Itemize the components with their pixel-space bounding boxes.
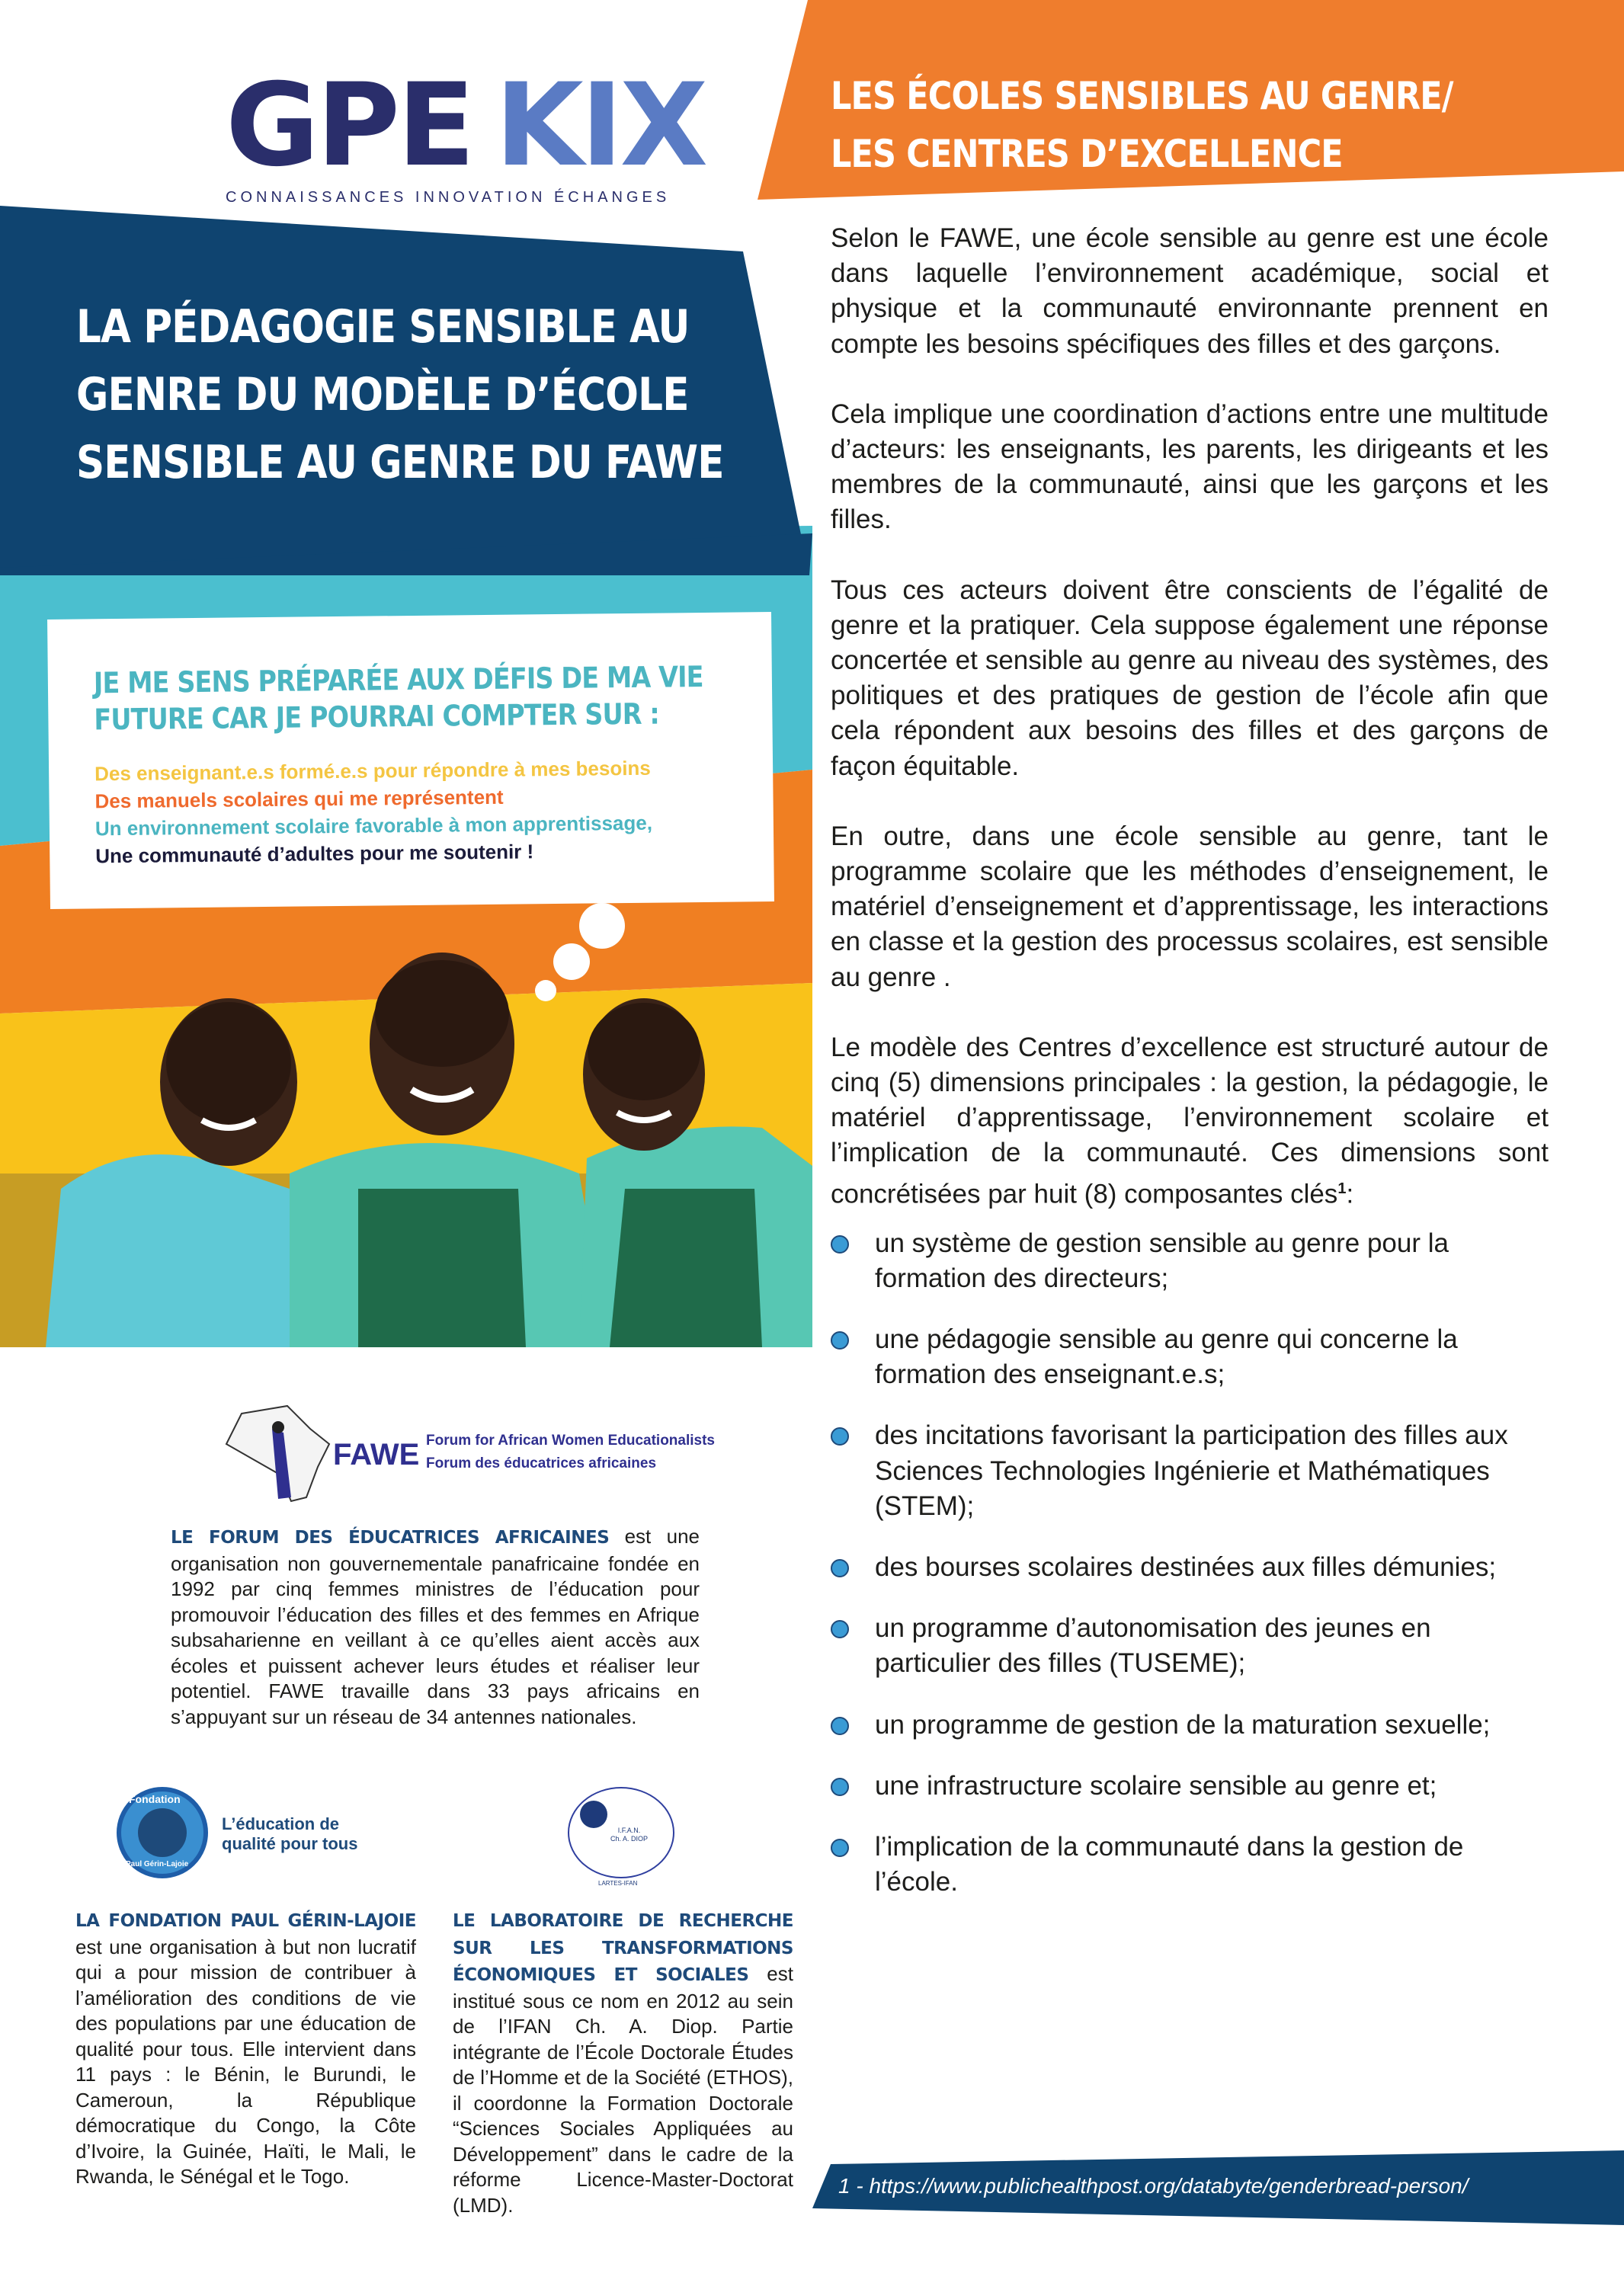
fpgl-body: est une organisation à but non lucratif qui a pour mission de contribuer à l’amélioration des conditions de vie des populations par une éducation de qualité pour tous. Elle intervient dans 11 pays : le Bénin, le Burundi, le Cameroun, la République démocratique du Congo, la Côte d’Ivoire, la Guinée, Haïti, le Mali, le Rwanda, le Sénégal et le Togo.: [75, 1935, 416, 2188]
bubble-heading-line: JE ME SENS PRÉPARÉE AUX DÉFIS DE MA VIE: [93, 659, 703, 700]
paragraph: Cela implique une coordination d’actions entre une multitude d’acteurs: les enseignants, les parents, les dirigeants et les membres de la communauté, ainsi que les garçons et les filles.: [831, 399, 1549, 535]
bubble-item: Un environnement scolaire favorable à mon apprentissage,: [94, 811, 653, 841]
bullet-icon: [831, 1839, 849, 1857]
children-faces-icon: [138, 1808, 187, 1857]
logo-gpe: GPE: [226, 59, 472, 192]
bullet-icon: [831, 1427, 849, 1446]
bubble-heading: [94, 658, 704, 738]
lartes-logo: [568, 1787, 678, 1890]
africa-map-icon: [219, 1398, 341, 1505]
list-item: [831, 1708, 1549, 1743]
fpgl-slogan: [222, 1814, 357, 1854]
paragraph: Tous ces acteurs doivent être conscients de l’égalité de genre et la pratiquer. Cela suppose également une réponse concertée et sensible au genre au niveau des systèmes, des politiques et des pratiques de gestion de l’école afin que cela répondent aux besoins des filles et des garçons de façon équitable.: [831, 575, 1549, 781]
list-item: [831, 1322, 1549, 1392]
ifan-text: [610, 1827, 648, 1843]
lartes-emblem: [568, 1787, 674, 1878]
fpgl-slogan-line: qualité pour tous: [222, 1834, 358, 1853]
list-item: [831, 1550, 1549, 1585]
fawe-description: [171, 1524, 700, 1730]
bullet-icon: [831, 1620, 849, 1638]
logo-tagline: CONNAISSANCES INNOVATION ÉCHANGES: [226, 189, 671, 206]
list-item: [831, 1418, 1549, 1524]
fpgl-description: [75, 1907, 416, 2190]
fawe-wordmark: FAWE: [333, 1438, 420, 1471]
bullet-icon: [831, 1559, 849, 1577]
bullet-icon: [831, 1717, 849, 1735]
fpgl-ring-bottom: Paul Gérin-Lajoie: [126, 1860, 189, 1868]
paragraph-colon: :: [1346, 1179, 1354, 1209]
lartes-description: [453, 1907, 793, 2218]
section-heading-line: LES CENTRES D’EXCELLENCE: [831, 132, 1343, 176]
paragraph-text: Le modèle des Centres d’excellence est structuré autour de cinq (5) dimensions principales : la gestion, la pédagogie, le matériel d’apprentissage, l’environnement scolaire et l’implication de la communauté. Ces dimensions sont concrétisées par huit (8) composantes clés: [831, 1032, 1549, 1209]
lartes-caption: LARTES-IFAN: [598, 1880, 638, 1887]
list-item: [831, 1611, 1549, 1681]
fpgl-ring-top: Fondation: [129, 1793, 181, 1805]
list-item-text: une infrastructure scolaire sensible au genre et;: [875, 1770, 1437, 1801]
fawe-name-en: Forum for African Women Educationalists: [426, 1433, 715, 1449]
section-heading-line: LES ÉCOLES SENSIBLES AU GENRE/: [831, 74, 1453, 118]
list-item-text: une pédagogie sensible au genre qui concerne la formation des enseignant.e.s;: [875, 1324, 1458, 1390]
thought-bubble: [47, 612, 774, 909]
bullet-icon: [831, 1778, 849, 1796]
logo-kix: KIX: [495, 59, 706, 192]
fawe-name-fr: Forum des éducatrices africaines: [426, 1455, 657, 1471]
fawe-body: est une organisation non gouvernementale panafricaine fondée en 1992 par cinq femmes ministres de l’éducation pour promouvoir l’éducation des filles et des femmes en Afrique subsaharienne en veillant à ce qu’elles aient accès aux écoles et puissent achever leurs études et réaliser leur potentiel. FAWE travaille dans 33 pays africains en s’appuyant sur un réseau de 34 antennes nationales.: [171, 1525, 700, 1728]
bubble-item: Des manuels scolaires qui me représentent: [94, 785, 504, 813]
list-item-text: un programme d’autonomisation des jeunes en particulier des filles (TUSEME);: [875, 1613, 1431, 1679]
list-item-text: un programme de gestion de la maturation sexuelle;: [875, 1709, 1491, 1740]
footnote-link[interactable]: 1 - https://www.publichealthpost.org/databyte/genderbread-person/: [838, 2174, 1469, 2198]
list-item-text: l’implication de la communauté dans la gestion de l’école.: [875, 1831, 1464, 1897]
fpgl-emblem: [117, 1787, 208, 1878]
page-title-line: SENSIBLE AU GENRE DU FAWE: [76, 436, 724, 489]
paragraph: [831, 1030, 1549, 1212]
bubble-dot: [535, 980, 556, 1001]
fpgl-logo: [117, 1787, 391, 1882]
bubble-dot: [553, 943, 590, 980]
components-list: [831, 1226, 1549, 1900]
list-item-text: un système de gestion sensible au genre pour la formation des directeurs;: [875, 1228, 1449, 1293]
bubble-item: Une communauté d’adultes pour me soutenir !: [95, 840, 534, 868]
bullet-icon: [831, 1235, 849, 1254]
ifan-seal-icon: [580, 1801, 607, 1828]
list-item: [831, 1830, 1549, 1900]
page-title: [76, 293, 724, 497]
page-title-line: GENRE DU MODÈLE D’ÉCOLE: [76, 368, 689, 421]
list-item-text: des bourses scolaires destinées aux filles démunies;: [875, 1551, 1497, 1582]
section-heading: [831, 67, 1453, 183]
main-text: [831, 221, 1549, 1926]
fpgl-slogan-line: L’éducation de: [222, 1814, 340, 1833]
paragraph: En outre, dans une école sensible au genre, tant le programme scolaire que les méthodes d’enseignement, le matériel d’enseignement et d’apprentissage, les interactions en classe et la gestion des processus scolaires, est sensible au genre .: [831, 821, 1549, 992]
bullet-icon: [831, 1331, 849, 1350]
fawe-lead: LE FORUM DES ÉDUCATRICES AFRICAINES: [171, 1528, 610, 1548]
bubble-item: Des enseignant.e.s formé.e.s pour répondre à mes besoins: [94, 756, 651, 786]
bubble-heading-line: FUTURE CAR JE POURRAI COMPTER SUR :: [94, 696, 660, 737]
list-item: [831, 1769, 1549, 1804]
footnote-ref: 1: [1337, 1180, 1347, 1197]
paragraph: Selon le FAWE, une école sensible au genre est une école dans laquelle l’environnement académique, social et physique et la communauté environnante prennent en compte les besoins spécifiques des filles et des garçons.: [831, 223, 1549, 359]
fpgl-lead: LA FONDATION PAUL GÉRIN-LAJOIE: [75, 1911, 416, 1931]
ifan-line: Ch. A. DIOP: [610, 1835, 649, 1843]
list-item-text: des incitations favorisant la participation des filles aux Sciences Technologies Ingénierie et Mathématiques (STEM);: [875, 1420, 1508, 1521]
lartes-lead: LE LABORATOIRE DE RECHERCHE SUR LES TRANSFORMATIONS ÉCONOMIQUES ET SOCIALES: [453, 1911, 793, 1985]
gpe-kix-logo: [226, 59, 706, 207]
fawe-logo: [219, 1398, 715, 1505]
lartes-body: est institué sous ce nom en 2012 au sein de l’IFAN Ch. A. Diop. Partie intégrante de l’École Doctorale Études de l’Homme et de la Société (ETHOS), il coordonne la Formation Doctorale “Sciences Sociales Appliquées au Développement” dans le cadre de la réforme Licence-Master-Doctorat (LMD).: [453, 1962, 793, 2217]
list-item: [831, 1226, 1549, 1296]
ifan-line: I.F.A.N.: [617, 1827, 641, 1834]
bubble-dot: [579, 903, 625, 949]
page-title-line: LA PÉDAGOGIE SENSIBLE AU: [76, 300, 690, 354]
